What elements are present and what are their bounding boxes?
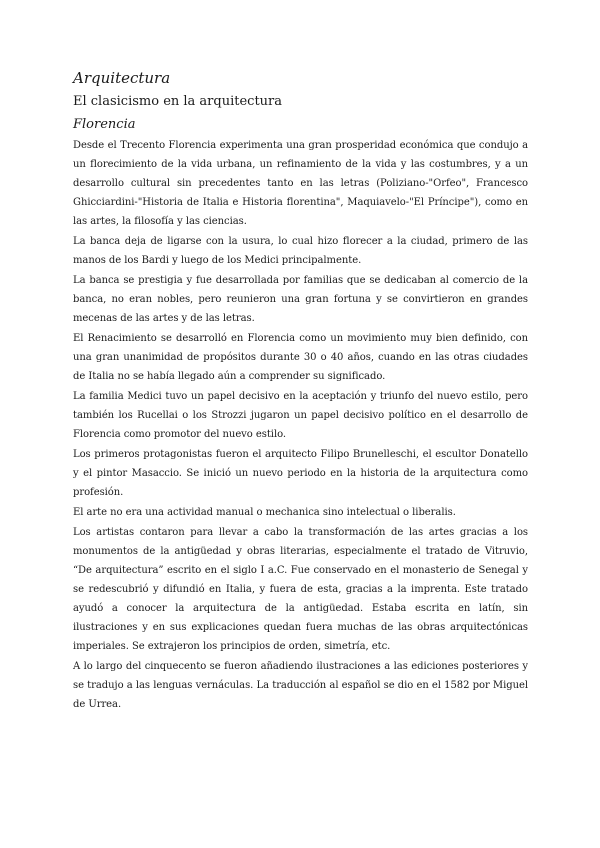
paragraph-protagonistas: Los primeros protagonistas fueron el arquitecto Filipo Brunelleschi, el escultor Donatello y el pintor Masaccio. Se inició un nuevo periodo en la historia de la arquitectura como profesión. xyxy=(73,449,528,498)
paragraph-arte-liberalis: El arte no era una actividad manual o mechanica sino intelectual o liberalis. xyxy=(73,507,456,518)
paragraph-banca-usura: La banca deja de ligarse con la usura, lo cual hizo florecer a la ciudad, primero de las manos de los Bardi y luego de los Medici principalmente. xyxy=(73,236,528,266)
paragraph-trecento: Desde el Trecento Florencia experimenta una gran prosperidad económica que condujo a un florecimiento de la vida urbana, un refinamiento de la vida y las costumbres, y a un desarrollo cultural sin precedentes tanto en las letras (Poliziano-"Orfeo", Francesco Ghicciardini-"Historia de Italia e Historia florentina", Maquiavelo-"El Príncipe"), como en las artes, la filosofía y las ciencias. xyxy=(73,140,528,227)
document-page xyxy=(73,68,528,715)
paragraph-banca-prestigia: La banca se prestigia y fue desarrollada por familias que se dedicaban al comercio de la banca, no eran nobles, pero reunieron una gran fortuna y se convirtieron en grandes mecenas de las artes y de las letras. xyxy=(73,275,528,324)
paragraph-cinquecento: A lo largo del cinquecento se fueron añadiendo ilustraciones a las ediciones posteriores y se tradujo a las lenguas vernáculas. La traducción al español se dio en el 1582 por Miguel de Urrea. xyxy=(73,661,528,710)
paragraph-vitruvio: Los artistas contaron para llevar a cabo la transformación de las artes gracias a los monumentos de la antigüedad y obras literarias, especialmente el tratado de Vitruvio, “De arquitectura” escrito en el siglo I a.C. Fue conservado en el monasterio de Senegal y se redescubrió y difundió en Italia, y fuera de esta, gracias a la imprenta. Este tratado ayudó a conocer la arquitectura de la antigüedad. Estaba escrita en latín, sin ilustraciones y en sus explicaciones quedan fuera muchas de las obras arquitectónicas imperiales. Se extrajeron los principios de orden, simetría, etc. xyxy=(73,527,528,652)
section-heading: Florencia xyxy=(73,117,136,132)
document-title: Arquitectura xyxy=(73,69,171,87)
document-subtitle: El clasicismo en la arquitectura xyxy=(73,94,283,109)
paragraph-medici: La familia Medici tuvo un papel decisivo en la aceptación y triunfo del nuevo estilo, pero también los Rucellai o los Strozzi jugaron un papel decisivo político en el desarrollo de Florencia como promotor del nuevo estilo. xyxy=(73,391,528,440)
paragraph-renacimiento: El Renacimiento se desarrolló en Florencia como un movimiento muy bien definido, con una gran unanimidad de propósitos durante 30 o 40 años, cuando en las otras ciudades de Italia no se había llegado aún a comprender su significado. xyxy=(73,333,528,382)
